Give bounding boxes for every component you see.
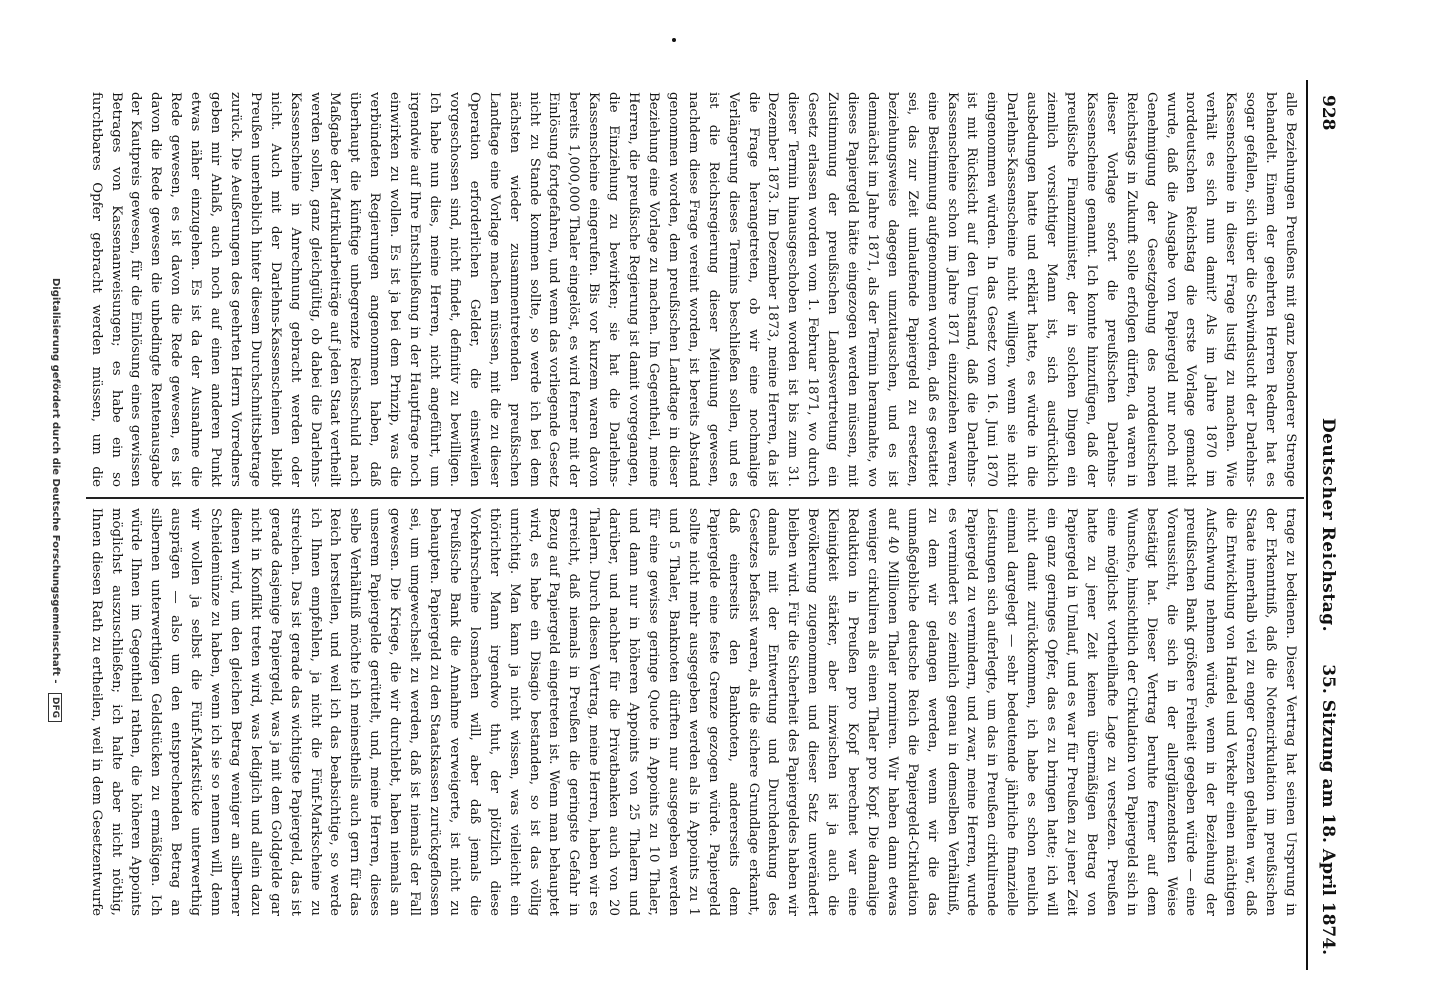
scan-speck <box>672 38 676 42</box>
page-header <box>1310 85 1344 965</box>
header-rule <box>1306 80 1308 970</box>
left-text-column <box>86 92 1300 487</box>
right-text-column <box>86 508 1300 916</box>
publication-title: Deutscher Reichstag. <box>1318 417 1338 633</box>
dfg-logo: DFG <box>48 693 62 722</box>
digitization-footer <box>48 0 62 1000</box>
right-column-text: trage zu bedienen. Dieser Vertrag hat seinen Ursprung in der Erkenntniß, daß die Notencirkulation im preußischen Staate innerhalb viel zu enger Grenzen gehalten war, daß die Entwicklung von Handel und Verkehr einen mächtigen Aufschwung nehmen würde, wenn in der Beziehung der preußischen Bank größere Freiheit gegeben würde — eine Voraussicht, die sich in der allerglänzendsten Weise bestätigt hat. Dieser Vertrag beruhte ferner auf dem Wunsche, hinsichtlich der Cirkulation von Papiergeld sich in eine möglichst vortheilhafte Lage zu versetzen. Preußen hatte zu jener Zeit keinen übermäßigen Betrag von Papiergeld in Umlauf, und es war für Preußen zu jener Zeit ein ganz geringes Opfer, das es zu bringen hatte; ich will nicht damit zurückkommen, ich habe es schon neulich einmal dargelegt — sehr bedeutende jährliche finanzielle Leistungen sich auferlegte, um das in Preußen cirkulirende Papiergeld zu vermindern, und zwar, meine Herren, wurde es vermindert so ziemlich genau in demselben Verhältniß, zu dem wir gelangen werden, wenn wir die das unmaßgebliche deutsche Reich die Papiergeld-Cirkulation auf 40 Millionen Thaler normiren. Wir haben dann etwas weniger cirkuliren als einen Thaler pro Kopf. Die damalige Reduktion in Preußen pro Kopf berechnet war eine Kleinigkeit stärker, aber inzwischen ist ja auch die Bevölkerung zugenommen und dieser Satz unverändert bleiben wird. Für die Sicherheit des Papiergeldes haben wir damals mit der Entwertung und Durchdenkung des Gesetzes befasst waren, als die sichere Grundlage erkannt, daß einerseits den Banknoten, andererseits dem Papiergelde eine feste Grenze gezogen würde. Papiergeld sollte nicht mehr ausgegeben werden als in Appoints zu 1 und 5 Thaler, Banknoten dürften nur ausgegeben werden für eine gewisse geringe Quote in Appoints zu 10 Thaler, und dann nur in höheren Appoints von 25 Thalern und darüber, und nachher für die Privatbanken auch von 20 Thalern. Durch diesen Vertrag, meine Herren, haben wir es erreicht, daß niemals in Preußen die geringste Gefahr in Bezug auf Papiergeld eingetreten ist. Wenn man behauptet wird, es habe ein Disagio bestanden, so ist das völlig unrichtig. Man kann ja nicht wissen, was vielleicht ein thörichter Mann irgendwo thut, der plötzlich diese Vorkehrscheine losmachen will, aber daß jemals die Preußische Bank die Annahme verweigerte, ist nicht zu behaupten. Papiergeld zu den Staatskassen zurückgeflossen sei, um umgewechselt zu werden, daß ist niemals der Fall gewesen. Die Kriege, die wir durchlebt, haben niemals an unserem Papiergelde gerüttelt, und, meine Herren, dieses selbe Verhältniß möchte ich meinestheils auch gern für das Reich herstellen, und weil ich das beabsichtige, so werde ich Ihnen empfehlen, ja nicht die Fünf-Markscheine zu streichen. Das ist gerade das wichtigste Papiergeld, das ist gerade dasjenige Papiergeld, was ja mit dem Goldgelde gar nicht in Konflikt treten wird, was lediglich und allein dazu dienen wird, um den gleichen Betrag weniger an silberner Scheidemünze zu haben, wenn ich sie so nennen will, denn wir wollen ja selbst die Fünf-Markstücke unterwerthig ausprägen — also um den entsprechenden Betrag an silbernen unterwerthigen Geldstücken zu ermäßigen. Ich würde Ihnen im Gegentheil rathen, die höheren Appoints möglichst auszuschließen; ich halte aber nicht nöthig, Ihnen diesen Rath zu ertheilen, weil in dem Gesetzentwurfe <box>88 508 1298 916</box>
session-date: 35. Sitzung am 18. April 1874. <box>1318 664 1338 955</box>
column-divider <box>86 497 1304 499</box>
digitization-note: Digitalisierung gefördert durch die Deutsche Forschungsgemeinschaft - <box>50 277 61 684</box>
left-column-text: alle Beziehungen Preußens mit ganz besonderer Strenge behandelt. Einem der geehrten Herren Redner hat es sogar gefallen, sich über die Schwindsucht der Darlehns-Kassenscheine in dieser Frage lustig zu machen. Wie verhält es sich nun damit? Als im Jahre 1870 im norddeutschen Reichstag die erste Vorlage gemacht wurde, daß die Ausgabe von Papiergeld nur noch mit Genehmigung der Gesetzgebung des norddeutschen Reichstags in Zukunft solle erfolgen dürfen, da waren in dieser Vorlage sofort die preußischen Darlehns-Kassenscheine genannt. Ich konnte hinzufügen, daß der preußische Finanzminister, der in solchen Dingen ein ziemlich vorsichtiger Mann ist, sich ausdrücklich ausbedungen hatte und erklärt hatte, es würde in die Darlehns-Kassenscheine nicht willigen, wenn sie nicht eingenommen würden. In das Gesetz vom 16. Juni 1870 ist mit Rücksicht auf den Umstand, daß die Darlehns-Kassenscheine schon im Jahre 1871 einzuziehen waren, eine Bestimmung aufgenommen worden, daß es gestattet sei, das zur Zeit umlaufende Papiergeld zu ersetzen, beziehungsweise dagegen umzutauschen, und es ist demnächst im Jahre 1871, als der Termin herannahte, wo dieses Papiergeld hätte eingezogen werden müssen, mit Zustimmung der preußischen Landesvertretung ein Gesetz erlassen worden vom 1. Februar 1871, wo durch dieser Termin hinausgeschoben worden ist bis zum 31. Dezember 1873. Im Dezember 1873, meine Herren, da ist die Frage herangetreten, ob wir eine nochmalige Verlängerung dieses Termins beschließen sollen, und es ist die Reichsregierung dieser Meinung gewesen, nachdem diese Frage vereint worden, ist bereits Abstand genommen worden, dem preußischen Landtage in dieser Beziehung eine Vorlage zu machen. Im Gegentheil, meine Herren, die preußische Regierung ist damit vorgegangen, die Einziehung zu bewirken; sie hat die Darlehns-Kassenscheine eingerufen. Bis vor kurzem waren davon bereits 1,000,000 Thaler eingelöst, es wird ferner mit der Einlösung fortgefahren, und wenn das vorliegende Gesetz nicht zu Stande kommen sollte, so werde ich bei dem nächsten wieder zusammentretenden preußischen Landtage eine Vorlage machen müssen, mit die zu dieser Operation erforderlichen Gelder, die einstweilen vorgeschossen sind, nicht findet, definitiv zu bewilligen. Ich habe nun dies, meine Herren, nicht angeführt, um irgendwie auf Ihre Entschließung in der Hauptfrage noch einwirken zu wollen. Es ist ja bei dem Prinzip, was die verbündeten Regierungen angenommen haben, daß überhaupt die künftige unbegrenzte Reichsschuld nach Maßgabe der Matrikularbeiträge auf jeden Staat vertheilt werden sollen, ganz gleichgültig, ob dabei die Darlehns-Kassenscheine in Anrechnung gebracht werden oder nicht. Auch mit der Darlehns-Kassenscheinen bleibt Preußen unerheblich hinter diesem Durchschnittsbetrage zurück. Die Aeußerungen des geehrten Herrn Vorredners geben mir Anlaß, auch noch auf einen anderen Punkt etwas näher einzugehen. Es ist da der Ausnahme die Rede gewesen, es ist davon die Rede gewesen, es ist davon die Rede gewesen die unbedingte Rentenausgabe der Kautpreis gewesen, für die Einlösung eines gewissen Betrages von Kassenanweisungen; es habe ein so furchtbares Opfer gebracht werden müssen, um die <box>88 92 1298 487</box>
page-number: 928 <box>1318 95 1338 131</box>
